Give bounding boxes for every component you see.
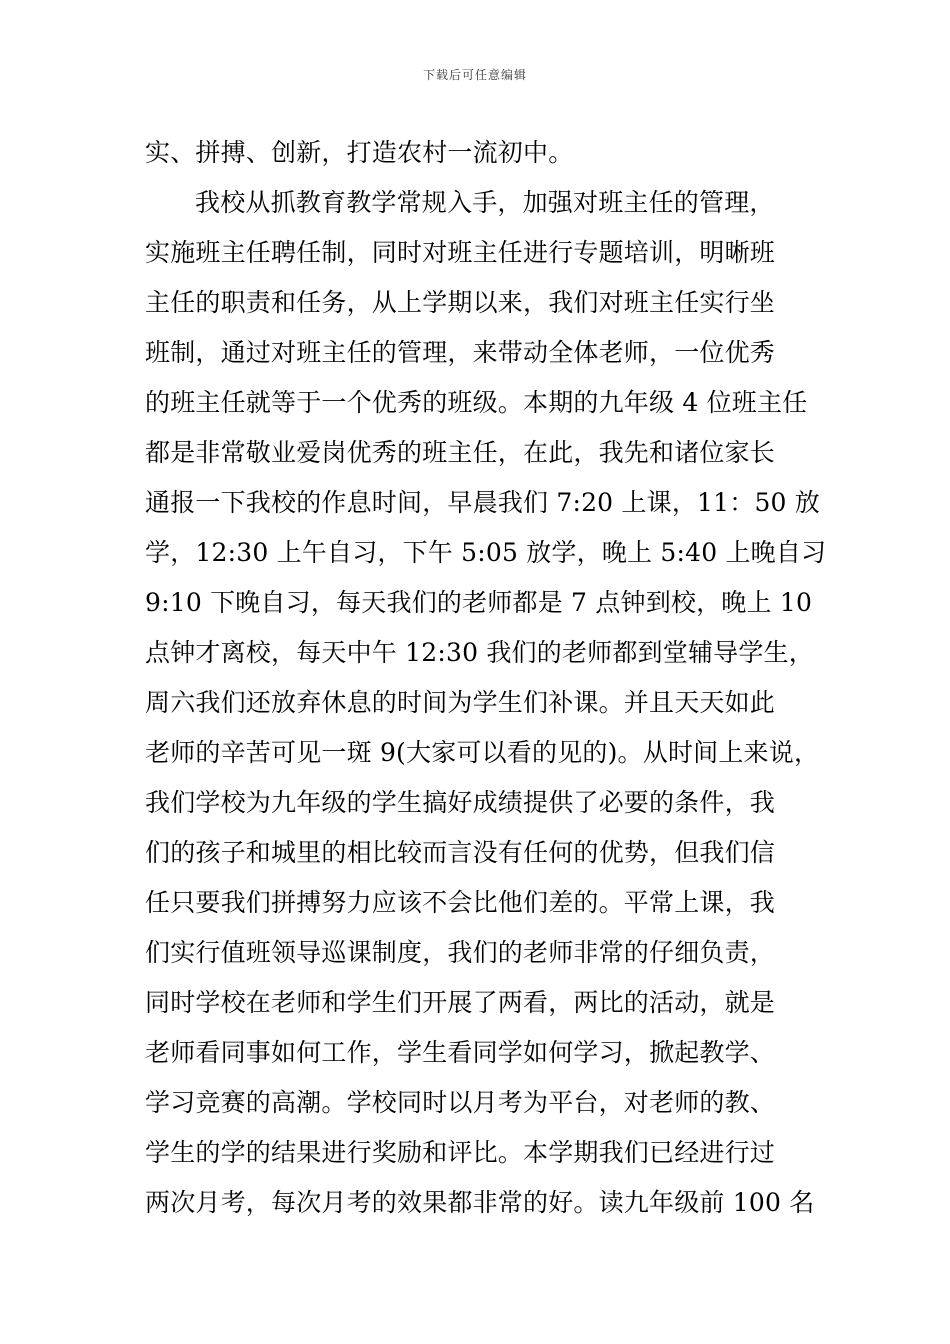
text-line: 两次月考，每次月考的效果都非常的好。读九年级前 100 名 <box>145 1188 815 1217</box>
text-line: 实、拼搏、创新，打造农村一流初中。 <box>145 138 574 167</box>
text-line: 的班主任就等于一个优秀的班级。本期的九年级 4 位班主任 <box>145 388 808 417</box>
text-line: 任只要我们拼搏努力应该不会比他们差的。平常上课，我 <box>145 888 776 917</box>
text-line: 周六我们还放弃休息的时间为学生们补课。并且天天如此 <box>145 688 776 717</box>
text-line: 老师的辛苦可见一斑 9(大家可以看的见的)。从时间上来说， <box>145 738 820 767</box>
paragraph-start-line: 我校从抓教育教学常规入手，加强对班主任的管理， <box>195 188 775 217</box>
text-line: 们的孩子和城里的相比较而言没有任何的优势，但我们信 <box>145 838 776 867</box>
text-line: 9:10 下晚自习，每天我们的老师都是 7 点钟到校，晚上 10 <box>145 588 813 617</box>
text-line: 主任的职责和任务，从上学期以来，我们对班主任实行坐 <box>145 288 776 317</box>
text-line: 班制，通过对班主任的管理，来带动全体老师，一位优秀 <box>145 338 776 367</box>
text-line: 同时学校在老师和学生们开展了两看，两比的活动，就是 <box>145 988 776 1017</box>
text-line: 我们学校为九年级的学生搞好成绩提供了必要的条件，我 <box>145 788 776 817</box>
page-header: 下载后可任意编辑 <box>422 68 527 82</box>
text-line: 实施班主任聘任制，同时对班主任进行专题培训，明晰班 <box>145 238 776 267</box>
body-text <box>145 128 825 1228</box>
text-line: 通报一下我校的作息时间，早晨我们 7:20 上课，11：50 放 <box>145 488 821 517</box>
text-line: 都是非常敬业爱岗优秀的班主任，在此，我先和诸位家长 <box>145 438 776 467</box>
text-line: 学生的学的结果进行奖励和评比。本学期我们已经进行过 <box>145 1138 776 1167</box>
text-line: 学，12:30 上午自习，下午 5:05 放学，晚上 5:40 上晚自习 <box>145 538 827 567</box>
text-line: 老师看同事如何工作，学生看同学如何学习，掀起教学、 <box>145 1038 776 1067</box>
text-line: 们实行值班领导巡课制度，我们的老师非常的仔细负责， <box>145 938 776 967</box>
text-line: 点钟才离校，每天中午 12:30 我们的老师都到堂辅导学生， <box>145 638 814 667</box>
text-line: 学习竞赛的高潮。学校同时以月考为平台，对老师的教、 <box>145 1088 776 1117</box>
